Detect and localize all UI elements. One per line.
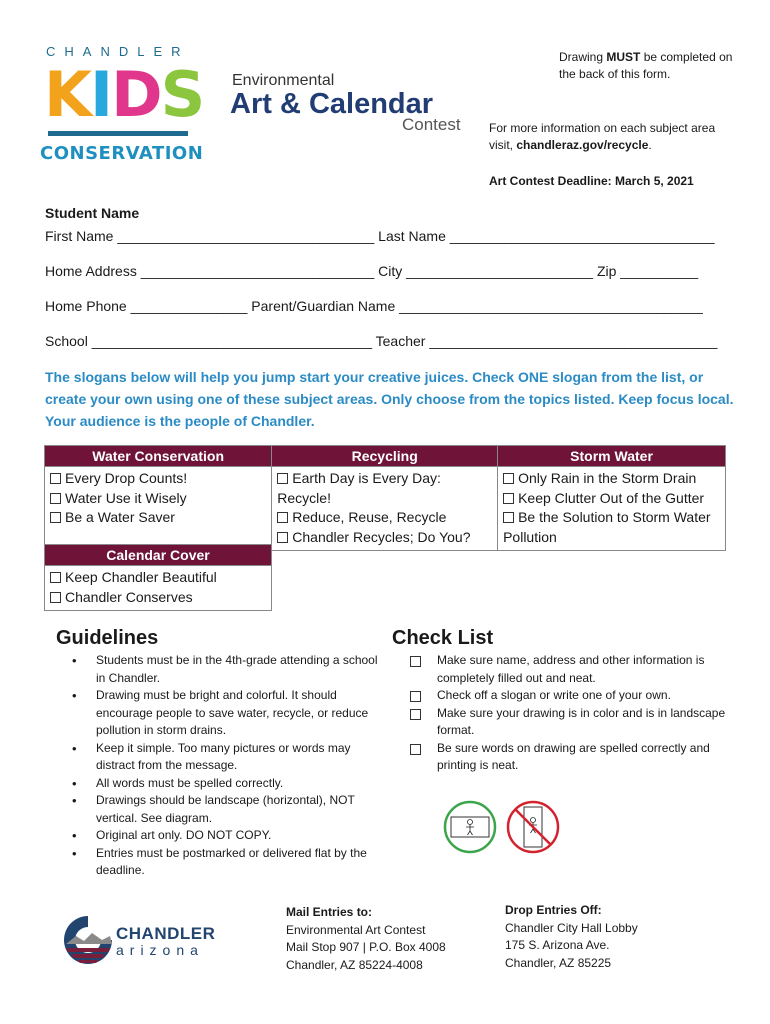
slogan-label-continued: Pollution bbox=[503, 528, 557, 545]
header-storm-water: Storm Water bbox=[498, 446, 726, 467]
calendar-table bbox=[44, 544, 272, 611]
slogan-option[interactable] bbox=[50, 469, 266, 489]
logo-underline bbox=[48, 131, 188, 136]
phone-line[interactable]: Home Phone _______________ Parent/Guardian Name _______________________________________ bbox=[45, 298, 703, 314]
checklist-heading: Check List bbox=[392, 627, 494, 649]
logo-kids bbox=[44, 58, 204, 131]
footer-logo-chandler: CHANDLER bbox=[116, 924, 216, 943]
mail-line: Environmental Art Contest bbox=[286, 922, 426, 937]
checkbox[interactable] bbox=[50, 512, 61, 523]
checkbox[interactable] bbox=[50, 473, 61, 484]
page-title: Art & Calendar bbox=[230, 88, 434, 120]
slogan-label-continued: Recycle! bbox=[277, 489, 331, 506]
mail-line: Chandler, AZ 85224-4008 bbox=[286, 957, 423, 972]
mail-line: Mail Stop 907 | P.O. Box 4008 bbox=[286, 940, 446, 954]
slogan-option[interactable] bbox=[277, 469, 492, 489]
drawing-note-pre: Drawing bbox=[559, 50, 607, 64]
checklist-item[interactable] bbox=[410, 740, 730, 775]
logo-conservation-text: CONSERVATION bbox=[40, 143, 204, 164]
slogan-label: Water Use it Wisely bbox=[65, 489, 187, 506]
slogan-label: Be a Water Saver bbox=[65, 509, 175, 525]
drawing-note-bold: MUST bbox=[606, 50, 641, 64]
logo-chandler-text: CHANDLER bbox=[46, 44, 190, 59]
mail-heading: Mail Entries to: bbox=[286, 905, 373, 919]
info-note-post: . bbox=[648, 138, 652, 152]
info-note-pre: For more information on each subject area visit, bbox=[489, 121, 716, 152]
slogan-label: Keep Clutter Out of the Gutter bbox=[518, 489, 705, 506]
slogan-option[interactable] bbox=[277, 528, 492, 548]
slogan-option[interactable] bbox=[50, 568, 266, 588]
slogan-option[interactable] bbox=[503, 469, 720, 489]
checkbox[interactable] bbox=[410, 656, 421, 667]
checkbox[interactable] bbox=[410, 744, 421, 755]
guidelines-list bbox=[72, 652, 382, 880]
slogan-option[interactable] bbox=[503, 508, 720, 528]
address-line[interactable]: Home Address ______________________________ City ________________________ Zip __________ bbox=[45, 263, 699, 279]
drop-line: Chandler, AZ 85225 bbox=[505, 955, 612, 970]
list-item: • All words must be spelled correctly. bbox=[72, 775, 382, 793]
slogan-option[interactable] bbox=[50, 489, 266, 509]
slogan-option[interactable] bbox=[503, 489, 720, 509]
header-calendar-cover: Calendar Cover bbox=[45, 545, 272, 566]
slogan-option[interactable] bbox=[50, 508, 266, 528]
portrait-prohibited-icon bbox=[506, 800, 560, 854]
title-contest: Contest bbox=[402, 115, 461, 134]
deadline-note: Art Contest Deadline: March 5, 2021 bbox=[489, 174, 694, 188]
slogan-label: Be the Solution to Storm Water bbox=[518, 509, 711, 525]
guidelines-heading: Guidelines bbox=[56, 627, 159, 649]
checkbox[interactable] bbox=[410, 691, 421, 702]
list-item: • Students must be in the 4th-grade attending a school in Chandler. bbox=[72, 652, 382, 687]
drop-line: Chandler City Hall Lobby bbox=[505, 920, 638, 935]
student-name-heading: Student Name bbox=[45, 205, 140, 221]
header-recycling: Recycling bbox=[272, 446, 498, 467]
checklist-item[interactable] bbox=[410, 652, 730, 687]
checkbox[interactable] bbox=[503, 473, 514, 484]
checklist-label: Check off a slogan or write one of your own. bbox=[437, 688, 671, 702]
drawing-note-post: be completed on the back of this form. bbox=[559, 50, 733, 81]
drop-line: 175 S. Arizona Ave. bbox=[505, 938, 610, 952]
checkbox[interactable] bbox=[503, 493, 514, 504]
slogan-label: Every Drop Counts! bbox=[65, 470, 188, 486]
slogan-label: Chandler Conserves bbox=[65, 588, 193, 605]
water-options bbox=[45, 467, 272, 551]
logo-kids-s: S bbox=[160, 58, 204, 131]
storm-options bbox=[498, 467, 726, 551]
checkbox[interactable] bbox=[50, 572, 61, 583]
checkbox[interactable] bbox=[50, 592, 61, 603]
checklist-label: Be sure words on drawing are spelled correctly and printing is neat. bbox=[437, 740, 710, 772]
checkbox[interactable] bbox=[503, 512, 514, 523]
drop-entries-block bbox=[505, 902, 638, 972]
logo-kids-i: I bbox=[90, 58, 112, 131]
list-item: • Entries must be postmarked or delivered flat by the deadline. bbox=[72, 845, 382, 880]
chandler-arizona-logo-icon bbox=[62, 914, 114, 966]
checkbox[interactable] bbox=[50, 493, 61, 504]
list-item: • Drawing must be bright and colorful. It should encourage people to save water, recycle, or reduce pollution in storm drains. bbox=[72, 687, 382, 740]
checklist-label: Make sure your drawing is in color and is in landscape format. bbox=[437, 705, 726, 737]
landscape-ok-icon bbox=[443, 800, 497, 854]
recycling-options bbox=[272, 467, 498, 551]
info-note bbox=[489, 120, 729, 154]
checklist-item[interactable] bbox=[410, 705, 730, 740]
slogan-option[interactable] bbox=[277, 508, 492, 528]
checkbox[interactable] bbox=[277, 532, 288, 543]
slogan-label: Keep Chandler Beautiful bbox=[65, 569, 217, 585]
calendar-options bbox=[45, 566, 272, 611]
mail-entries-block bbox=[286, 904, 446, 974]
logo-kids-k: K bbox=[44, 58, 91, 131]
checkbox[interactable] bbox=[277, 512, 288, 523]
checklist-item[interactable] bbox=[410, 687, 730, 705]
slogan-label: Chandler Recycles; Do You? bbox=[292, 528, 471, 545]
title-environmental: Environmental bbox=[232, 72, 335, 89]
name-line[interactable]: First Name _________________________________ Last Name __________________________________ bbox=[45, 228, 715, 244]
list-item: • Drawings should be landscape (horizontal), NOT vertical. See diagram. bbox=[72, 792, 382, 827]
slogan-label: Reduce, Reuse, Recycle bbox=[292, 509, 447, 525]
checklist bbox=[410, 652, 730, 775]
header-water-conservation: Water Conservation bbox=[45, 446, 272, 467]
slogan-option[interactable] bbox=[50, 588, 266, 608]
footer-logo-arizona: arizona bbox=[116, 942, 204, 958]
intro-paragraph: The slogans below will help you jump start your creative juices. Check ONE slogan from the list, or create your own using one of these subject areas. Only choose from the topics listed. Keep focus local. Your audience is the people of Chandler. bbox=[45, 369, 734, 429]
slogan-label: Only Rain in the Storm Drain bbox=[518, 470, 697, 486]
drop-heading: Drop Entries Off: bbox=[505, 903, 602, 917]
list-item: • Keep it simple. Too many pictures or words may distract from the message. bbox=[72, 740, 382, 775]
checkbox[interactable] bbox=[277, 473, 288, 484]
school-line[interactable]: School ____________________________________ Teacher _____________________________________ bbox=[45, 333, 718, 349]
drawing-note bbox=[559, 49, 739, 83]
slogan-table bbox=[44, 445, 726, 551]
logo-kids-d: D bbox=[111, 58, 161, 131]
slogan-label: Earth Day is Every Day: bbox=[292, 470, 441, 486]
checklist-label: Make sure name, address and other information is completely filled out and neat. bbox=[437, 653, 705, 685]
list-item: • Original art only. DO NOT COPY. bbox=[72, 827, 382, 845]
info-link[interactable]: chandleraz.gov/recycle bbox=[516, 138, 649, 152]
checkbox[interactable] bbox=[410, 709, 421, 720]
